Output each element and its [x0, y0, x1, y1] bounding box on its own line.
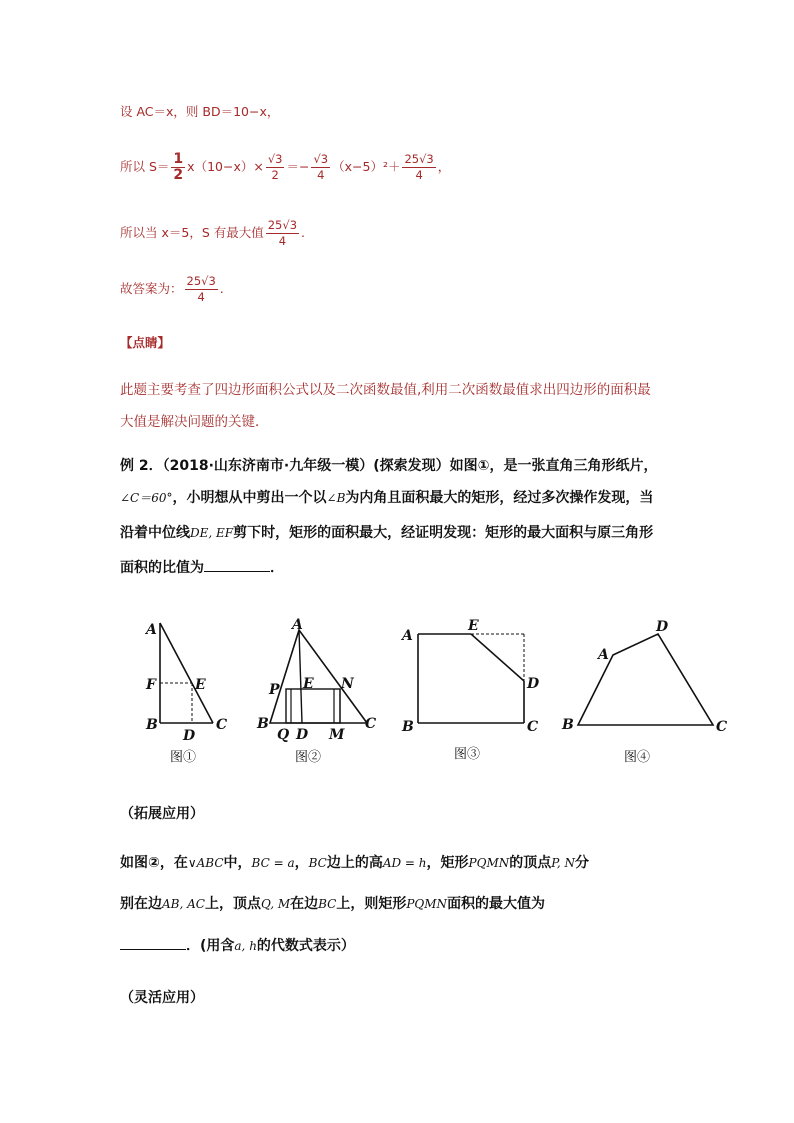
label-a: A — [292, 617, 303, 633]
bc-equals-a: BC = a — [251, 856, 295, 870]
answer-blank[interactable] — [204, 559, 270, 572]
altitude-ad — [299, 630, 302, 723]
frac-num: 1 — [173, 151, 184, 167]
fraction-answer — [185, 274, 218, 305]
midlines: DE, EF — [190, 526, 234, 540]
label-e: E — [195, 677, 206, 693]
label-b: B — [257, 716, 269, 732]
ext-text: 的顶点 — [509, 855, 552, 871]
ex-text: ，小明想从中剪出一个以 — [172, 490, 327, 506]
answer-suffix: . — [219, 281, 224, 296]
ext-text: 分 — [575, 855, 590, 871]
s-eq: ＝− — [286, 159, 310, 174]
frac-num: √3 — [267, 152, 283, 166]
ext-text: ， — [294, 855, 309, 871]
ext-text: 的代数式表示） — [256, 938, 355, 954]
ext-text: ．(用含 — [186, 938, 235, 954]
ad-equals-h: AD = h — [382, 856, 427, 870]
bc-symbol: BC — [308, 856, 327, 870]
max-suffix: . — [301, 225, 305, 240]
ex-text: ． — [270, 560, 284, 576]
s-tail: （x−5）²＋ — [332, 159, 401, 174]
label-m: M — [329, 727, 345, 743]
fraction-max-value — [266, 218, 299, 249]
figure-1 — [140, 615, 240, 770]
bc-symbol: BC — [318, 897, 337, 911]
fraction-25sqrt3-over-4 — [402, 152, 435, 183]
frac-den: 2 — [173, 167, 184, 183]
ext-text: 在边 — [290, 896, 319, 912]
extend-line-1 — [120, 852, 589, 872]
ext-text: 边上的高 — [326, 855, 383, 871]
angle-b: ∠B — [326, 491, 346, 505]
s-prefix: 所以 S＝ — [120, 159, 170, 174]
label-a: A — [146, 622, 157, 638]
s-comma: ， — [437, 159, 451, 174]
fraction-sqrt3-over-4 — [311, 152, 330, 183]
extend-title: （拓展应用） — [120, 806, 204, 822]
extend-line-2 — [120, 893, 545, 913]
ex-text: 剪下时，矩形的面积最大，经证明发现：矩形的最大面积与原三角形 — [233, 525, 654, 541]
example-line-4 — [120, 557, 284, 577]
cut-ed — [471, 634, 524, 681]
qm-symbol: Q, M — [260, 897, 291, 911]
frac-den: 4 — [197, 290, 205, 304]
label-q: Q — [277, 727, 290, 743]
ext-text: 如图②，在 — [120, 855, 188, 871]
frac-num: 25√3 — [186, 274, 216, 288]
ah-symbol: a, h — [234, 939, 257, 953]
ext-text: 上，顶点 — [204, 896, 261, 912]
label-c: C — [216, 717, 228, 733]
pn-symbol: P, N — [551, 856, 576, 870]
angle-c: ∠C＝60° — [120, 491, 173, 505]
ext-text: 上，则矩形 — [336, 896, 407, 912]
label-p: P — [269, 682, 280, 698]
ext-text: 别在边 — [120, 896, 162, 912]
label-b: B — [562, 717, 574, 733]
fraction-half — [171, 152, 185, 183]
frac-num: √3 — [313, 152, 329, 166]
label-d: D — [527, 676, 540, 692]
figure-2 — [255, 615, 385, 770]
figure-4 — [558, 615, 738, 770]
frac-den: 2 — [271, 168, 279, 182]
ex-text: 为内角且面积最大的矩形，经过多次操作发现，当 — [345, 490, 654, 506]
frac-den: 4 — [317, 168, 325, 182]
label-b: B — [402, 719, 414, 735]
ex-text: 面积的比值为 — [120, 560, 204, 576]
answer-prefix: 故答案为： — [120, 281, 183, 296]
ext-text: ，矩形 — [426, 855, 469, 871]
figure-caption: 图④ — [624, 750, 651, 765]
label-d: D — [183, 728, 196, 744]
example-line-1: 例 2．（2018·山东济南市·九年级一模）(探索发现）如图①，是一张直角三角形纸片， — [120, 458, 658, 474]
example-line-3 — [120, 522, 653, 542]
flexible-title: （灵活应用） — [120, 990, 204, 1006]
solution-line-3 — [120, 218, 305, 249]
solution-line-4 — [120, 274, 224, 305]
label-c: C — [716, 719, 728, 735]
label-d: D — [656, 619, 669, 635]
figure-3 — [398, 615, 548, 770]
label-d: D — [296, 727, 309, 743]
ab-ac-symbol: AB, AC — [162, 897, 205, 911]
extend-line-3 — [120, 935, 355, 955]
fraction-sqrt3-over-2 — [266, 152, 285, 183]
ext-text: 中， — [223, 855, 252, 871]
s-mid: x（10−x）× — [187, 159, 264, 174]
comment-line-2: 大值是解决问题的关键． — [120, 414, 269, 430]
triangle-abc-symbol: ∨ABC — [187, 856, 224, 870]
label-f: F — [146, 677, 156, 693]
frac-num: 25√3 — [267, 218, 298, 232]
side-ac — [160, 623, 213, 723]
answer-blank[interactable] — [120, 937, 186, 950]
max-prefix: 所以当 x＝5，S 有最大值 — [120, 225, 264, 240]
frac-den: 4 — [278, 234, 287, 248]
ex-text: 沿着中位线 — [120, 525, 190, 541]
figure-caption: 图② — [295, 750, 322, 765]
label-c: C — [527, 719, 539, 735]
comment-line-1: 此题主要考查了四边形面积公式以及二次函数最值,利用二次函数最值求出四边形的面积最 — [120, 382, 651, 398]
dianjing-heading: 【点睛】 — [120, 335, 171, 350]
label-a: A — [598, 647, 609, 663]
pqmn-symbol: PQMN — [406, 897, 448, 911]
solution-line-2 — [120, 152, 450, 183]
label-e: E — [468, 618, 479, 634]
figure-caption: 图① — [170, 750, 197, 765]
label-a: A — [402, 628, 413, 644]
label-n: N — [341, 676, 354, 692]
label-e: E — [303, 676, 314, 692]
frac-num: 25√3 — [404, 152, 434, 166]
rect-pqmn — [286, 689, 340, 723]
figure-caption: 图③ — [454, 747, 481, 762]
example-line-2 — [120, 487, 653, 507]
ext-text: 面积的最大值为 — [447, 896, 546, 912]
frac-den: 4 — [415, 168, 423, 182]
label-b: B — [146, 717, 158, 733]
pqmn-symbol: PQMN — [468, 856, 510, 870]
label-c: C — [365, 716, 377, 732]
solution-line-1: 设 AC＝x，则 BD＝10−x， — [120, 104, 280, 119]
